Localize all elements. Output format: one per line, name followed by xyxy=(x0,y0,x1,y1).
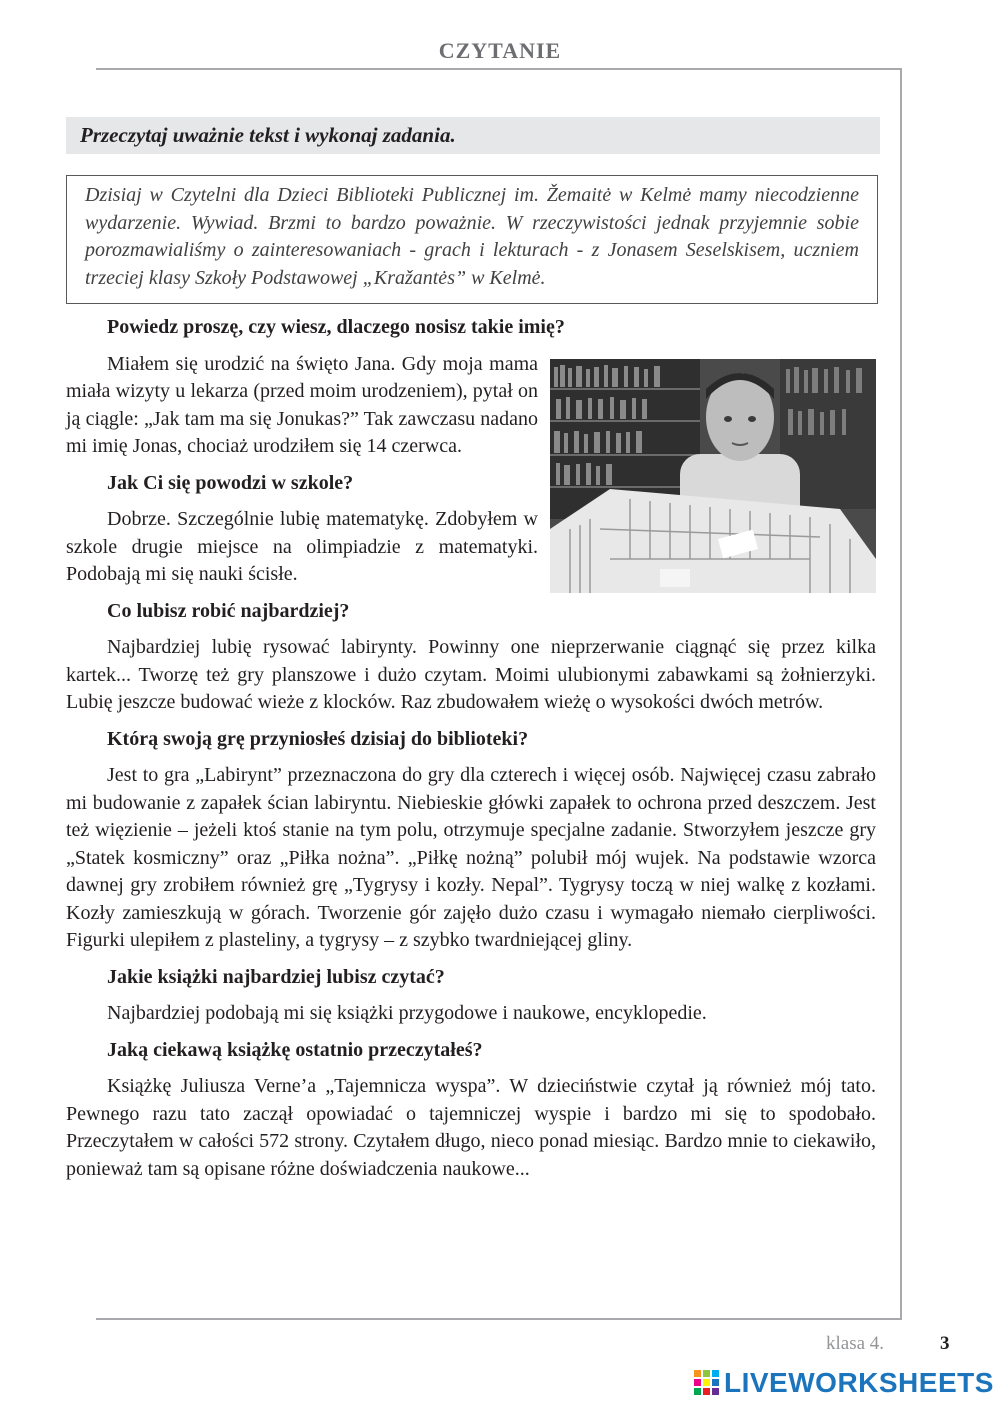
answer-6: Książkę Juliusza Verne’a „Tajemnicza wyspa”. W dzieciństwie czytał ją również mój tato. Pewnego razu tato zaczął opowiadać o tajemniczej wyspie i bardzo mi się to spodobało. Przeczytałem w całości 572 strony. Czytałem długo, nieco ponad miesiąc. Bardzo mnie to ciekawiło, ponieważ tam są opisane różne doświadczenia naukowe... xyxy=(66,1075,876,1180)
liveworksheets-logo[interactable] xyxy=(694,1369,994,1397)
answer-3: Najbardziej lubię rysować labirynty. Powinny one nieprzerwanie ciągnąć się przez kilka kartek... Tworzę też gry planszowe i dużo czytam. Moimi ulubionymi zabawkami są żołnierzyki. Lubię jeszcze budować wieże z klocków. Raz zbudowałem wieżę o wysokości dwóch metrów. xyxy=(66,636,876,713)
answer-2: Dobrze. Szczególnie lubię matematykę. Zdobyłem w szkole drugie miejsce na olimpiadzie z matematyki. Podobają mi się nauki ścisłe. xyxy=(66,508,538,585)
answer-4: Jest to gra „Labirynt” przeznaczona do gry dla czterech i więcej osób. Najwięcej czasu zabrało mi budowanie z zapałek ścian labiryntu. Niebieskie główki zapałek to ochrona przed deszczem. Jest też więzienie – jeżeli ktoś stanie na tym polu, otrzymuje specjalne zadanie. Stworzyłem jeszcze gry „Statek kosmiczny” oraz „Piłka nożna”. „Piłkę nożną” polubił mój wujek. Na podstawie wzorca dawnej gry zrobiłem również grę „Tygrysy i kozły. Nepal”. Tygrysy toczą w niej walkę z kozłami. Kozły zamieszkują w górach. Tworzenie gór zajęło dużo czasu i wymagało niemało cierpliwości. Figurki ulepiłem z plasteliny, a tygrysy – z szybko twardniejącej gliny. xyxy=(66,764,876,951)
question-5: Jakie książki najbardziej lubisz czytać? xyxy=(107,965,445,988)
question-1: Powiedz proszę, czy wiesz, dlaczego nosisz takie imię? xyxy=(107,316,565,338)
liveworksheets-grid-icon xyxy=(694,1370,720,1396)
liveworksheets-brand-text: LIVEWORKSHEETS xyxy=(724,1367,994,1398)
question-2: Jak Ci się powodzi w szkole? xyxy=(107,471,354,494)
boy-with-game-photo xyxy=(550,359,876,593)
instruction-bar: Przeczytaj uważnie tekst i wykonaj zadania. xyxy=(66,117,880,154)
footer-page-number: 3 xyxy=(940,1333,950,1354)
footer-grade: klasa 4. xyxy=(826,1333,885,1354)
answer-5: Najbardziej podobają mi się książki przygodowe i naukowe, encyklopedie. xyxy=(107,1002,707,1024)
question-4: Którą swoją grę przyniosłeś dzisiaj do biblioteki? xyxy=(107,727,529,750)
page-header-title: CZYTANIE xyxy=(438,38,562,63)
answer-1: Miałem się urodzić na święto Jana. Gdy moja mama miała wizyty u lekarza (przed moim urodzeniem), pytał on ją ciągle: „Jak tam ma się Jonukas?” Tak zawczasu nadano mi imię Jonas, chociaż urodziłem się 14 czerwca. xyxy=(66,352,538,457)
boy-photo xyxy=(550,359,876,593)
intro-box: Dzisiaj w Czytelni dla Dzieci Biblioteki Publicznej im. Žemaitė w Kelmė mamy niecodzienne wydarzenie. Wywiad. Brzmi to bardzo poważnie. W rzeczywistości jednak przyjemnie sobie porozmawialiśmy o zainteresowaniach - grach i lekturach - z Jonasem Seselskisem, uczniem trzeciej klasy Szkoły Podstawowej „Kražantės” w Kelmė. xyxy=(66,175,878,304)
question-3: Co lubisz robić najbardziej? xyxy=(107,599,350,622)
interview-content xyxy=(66,314,876,1192)
question-6: Jaką ciekawą książkę ostatnio przeczytałeś? xyxy=(107,1038,483,1061)
